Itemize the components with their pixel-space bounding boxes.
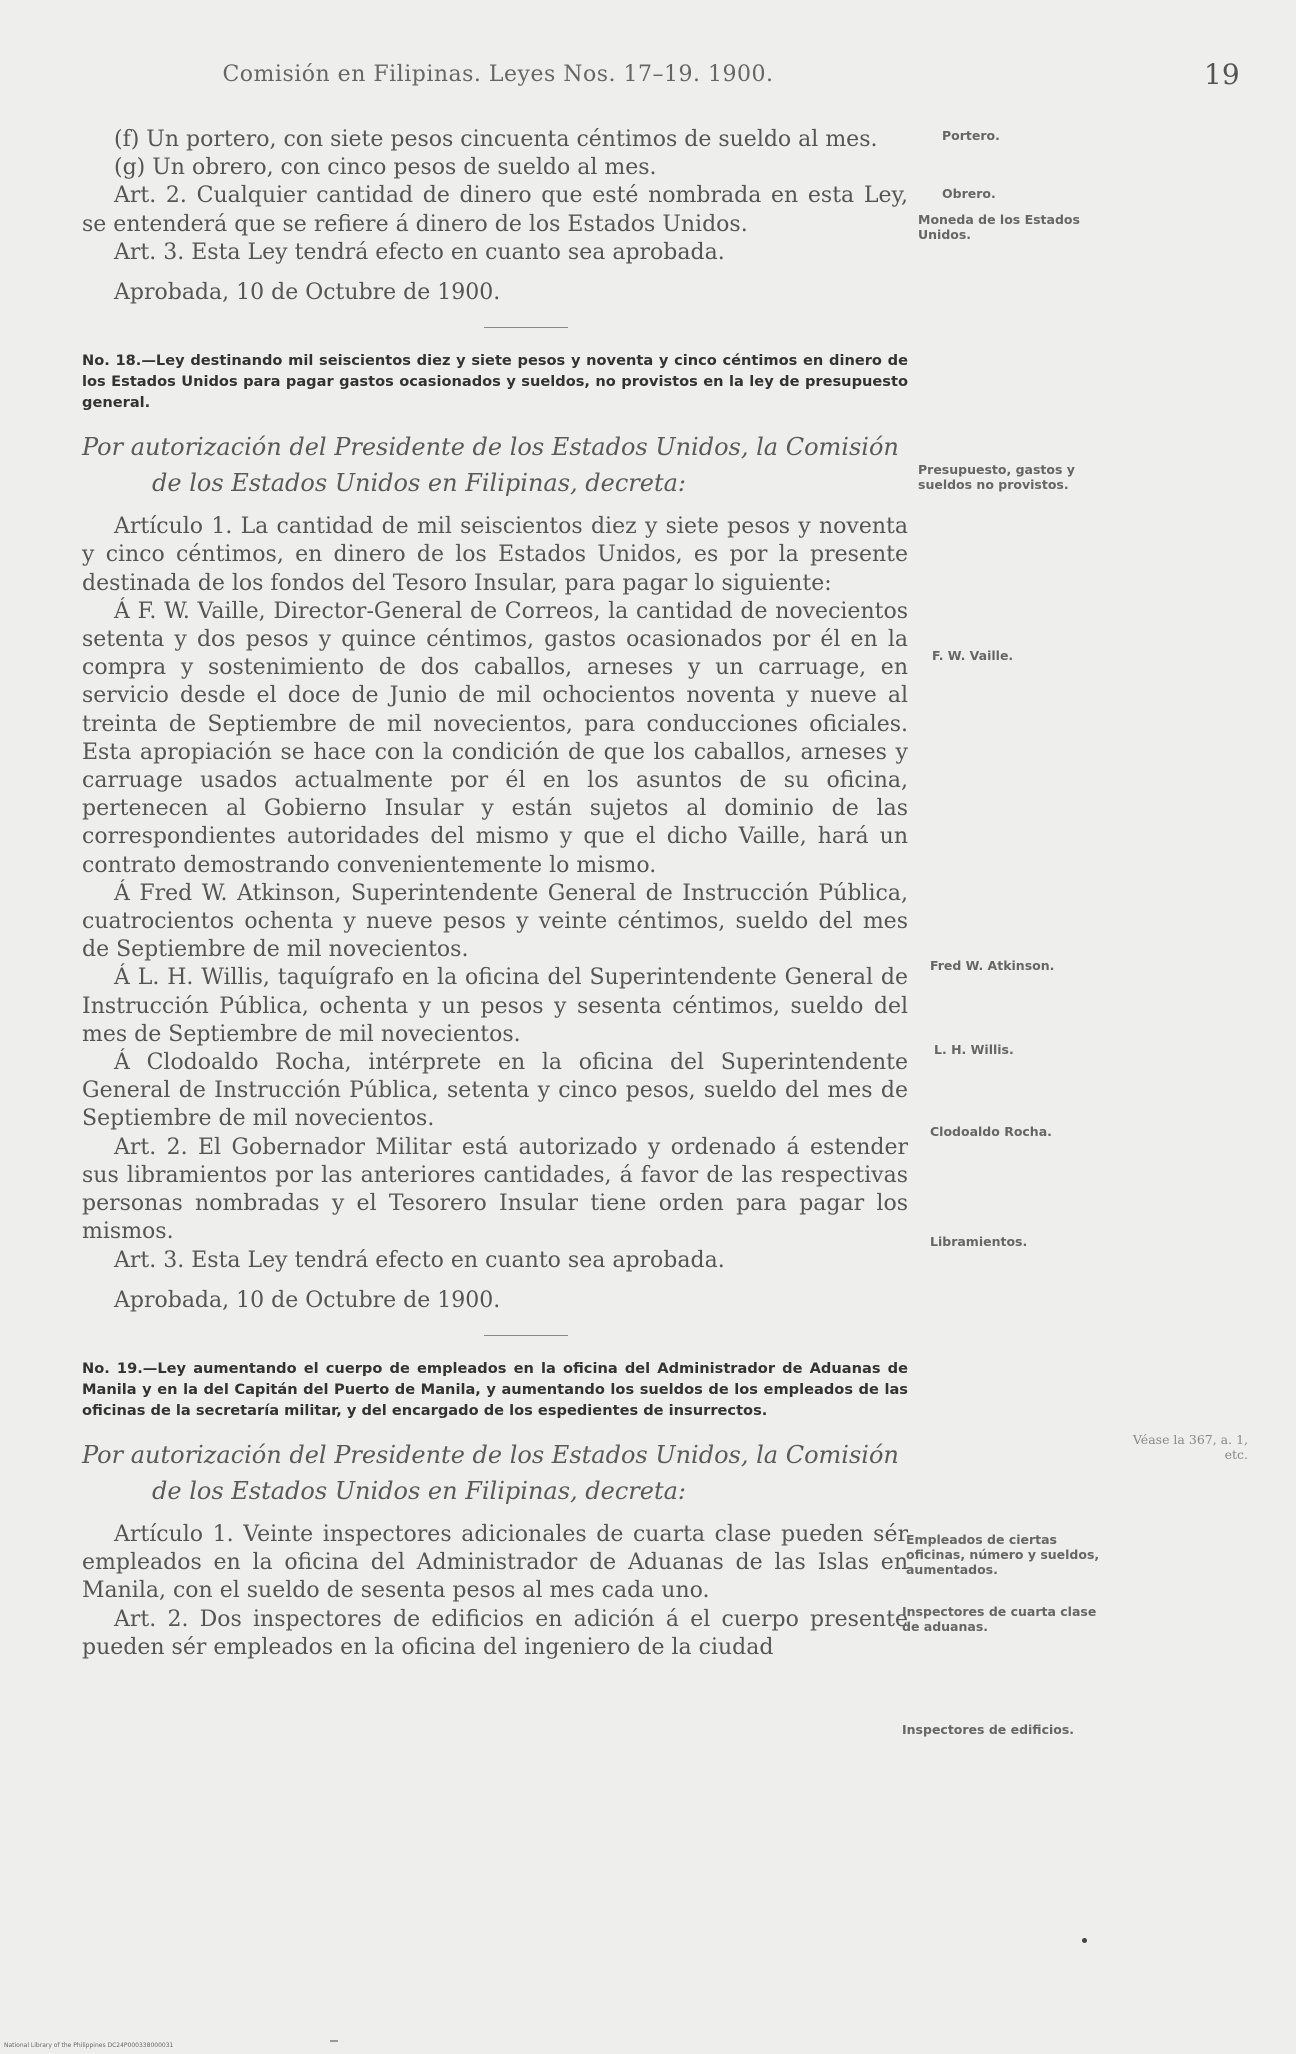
margin-note-presupuesto: Presupuesto, gastos y sueldos no provistos. [918, 462, 1075, 492]
margin-note-empleados: Empleados de ciertas oficinas, número y sueldos, aumentados. [906, 1532, 1100, 1577]
ink-dot [1082, 1938, 1087, 1943]
law19-decree [82, 1437, 908, 1509]
margin-note-vease: Véase la 367, a. 1, etc. [1132, 1432, 1248, 1462]
margin-note-portero: Portero. [942, 128, 1000, 143]
margin-note-vaille: F. W. Vaille. [932, 648, 1014, 663]
law17-art2: Art. 2. Cualquier cantidad de dinero que esté nombrada en esta Ley, se entenderá que se refiere á dinero de los Estados Unidos. [82, 183, 908, 237]
law19-decree-line2: de los Estados Unidos en Filipinas, decreta: [152, 1476, 686, 1505]
law17-art3: Art. 3. Esta Ley tendrá efecto en cuanto sea aprobada. [114, 239, 725, 265]
law18-decree [82, 429, 908, 501]
section-divider [484, 327, 568, 328]
law18-decree-line1: Por autorización del Presidente de los Estados Unidos, la Comisión [82, 433, 899, 462]
section-divider [484, 1335, 568, 1336]
main-text-column [82, 126, 908, 1662]
law19-art2: Art. 2. Dos inspectores de edificios en adición á el cuerpo presente pueden sér empleados en la oficina del ingeniero de la ciudad [82, 1606, 908, 1660]
item-g-obrero: (g) Un obrero, con cinco pesos de sueldo al mes. [114, 155, 657, 181]
law18-atkinson: Á Fred W. Atkinson, Superintendente General de Instrucción Pública, cuatrocientos ochenta y nueve pesos y veinte céntimos, sueldo del mes de Septiembre de mil novecientos. [82, 880, 908, 963]
margin-note-moneda: Moneda de los Estados Unidos. [918, 212, 1080, 242]
law18-decree-line2: de los Estados Unidos en Filipinas, decreta: [152, 469, 686, 498]
law19-decree-line1: Por autorización del Presidente de los Estados Unidos, la Comisión [82, 1440, 899, 1469]
margin-note-inspectores-cuarta: Inspectores de cuarta clase de aduanas. [902, 1604, 1097, 1634]
law18-vaille: Á F. W. Vaille, Director-General de Correos, la cantidad de novecientos setenta y dos pesos y quince céntimos, gastos ocasionados por él en la compra y sostenimiento de dos caballos, arneses y un carruage, en servicio desde el doce de Junio de mil ochocientos noventa y nueve al treinta de Septiembre de mil novecientos, para conducciones oficiales. Esta apropiación se hace con la condición de que los caballos, arneses y carruage usados actualmente por él en los asuntos de su oficina, pertenecen al Gobierno Insular y están sujetos al dominio de las correspondientes autoridades del mismo y que el dicho Vaille, hará un contrato demostrando convenientemente lo mismo. [82, 598, 908, 878]
scan-mark [330, 2040, 338, 2042]
library-stamp: National Library of the Philippines DC24P000338000031 [4, 2042, 174, 2049]
law17-approved: Aprobada, 10 de Octubre de 1900. [114, 280, 501, 306]
law18-willis: Á L. H. Willis, taquígrafo en la oficina del Superintendente General de Instrucción Pública, ochenta y un pesos y sesenta céntimos, sueldo del mes de Septiembre de mil novecientos. [82, 965, 908, 1047]
running-header: Comisión en Filipinas. Leyes Nos. 17–19. 1900. [222, 62, 774, 87]
margin-note-obrero: Obrero. [942, 186, 996, 201]
law18-art2: Art. 2. El Gobernador Militar está autorizado y ordenado á estender sus libramientos por las anteriores cantidades, á favor de las respectivas personas nombradas y el Tesorero Insular tiene orden para pagar los mismos. [82, 1134, 908, 1245]
law18-approved: Aprobada, 10 de Octubre de 1900. [114, 1287, 501, 1313]
law18-art1: Artículo 1. La cantidad de mil seiscientos diez y siete pesos y noventa y cinco céntimos, en dinero de los Estados Unidos, es por la presente destinada de los fondos del Tesoro Insular, para pagar lo siguiente: [82, 514, 908, 596]
law19-art1: Artículo 1. Veinte inspectores adicionales de cuarta clase pueden sér empleados en la oficina del Administrador de Aduanas de las Islas en Manila, con el sueldo de sesenta pesos al mes cada uno. [82, 1521, 908, 1604]
law18-rocha: Á Clodoaldo Rocha, intérprete en la oficina del Superintendente General de Instrucción Pública, setenta y cinco pesos, sueldo del mes de Septiembre de mil novecientos. [82, 1050, 908, 1132]
margin-note-willis: L. H. Willis. [934, 1042, 1014, 1057]
page-number: 19 [1204, 58, 1240, 91]
margin-note-atkinson: Fred W. Atkinson. [930, 958, 1055, 973]
margin-note-rocha: Clodoaldo Rocha. [930, 1124, 1052, 1139]
margin-note-inspectores-edificios: Inspectores de edificios. [902, 1722, 1075, 1737]
law18-heading: No. 18.—Ley destinando mil seiscientos diez y siete pesos y noventa y cinco céntimos en dinero de los Estados Unidos para pagar gastos ocasionados y sueldos, no provistos en la ley de presupuesto general. [82, 352, 908, 412]
law18-art3: Art. 3. Esta Ley tendrá efecto en cuanto sea aprobada. [114, 1247, 725, 1273]
law19-heading: No. 19.—Ley aumentando el cuerpo de empleados en la oficina del Administrador de Aduanas de Manila y en la del Capitán del Puerto de Manila, y aumentando los sueldos de los empleados de las oficinas de la secretaría militar, y del encargado de los espedientes de insurrectos. [82, 1359, 908, 1419]
margin-note-libramientos: Libramientos. [930, 1234, 1028, 1249]
item-f-portero: (f) Un portero, con siete pesos cincuenta céntimos de sueldo al mes. [114, 127, 878, 152]
